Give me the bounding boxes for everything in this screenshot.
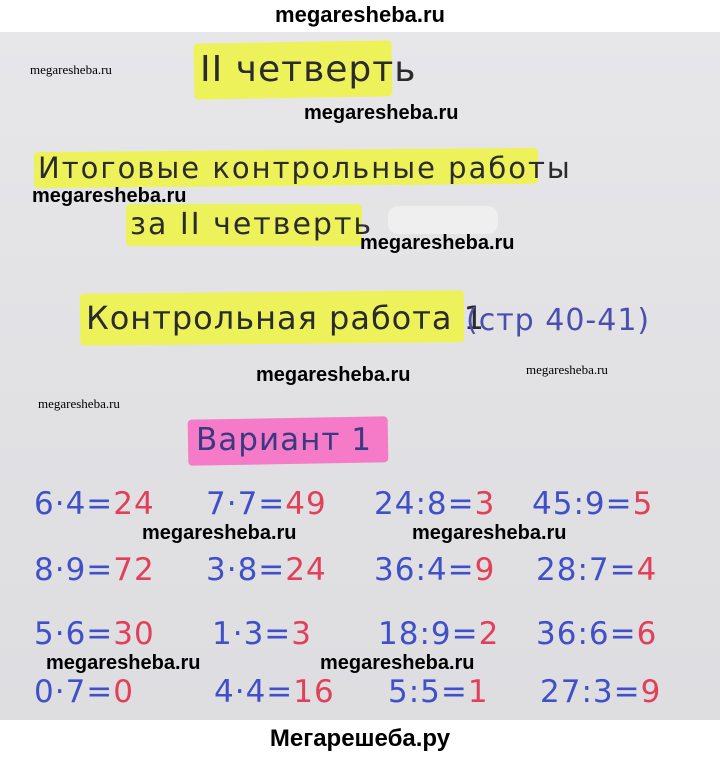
equation-answer: 3 xyxy=(474,486,496,522)
site-watermark-top: megaresheba.ru xyxy=(0,0,720,32)
watermark: megaresheba.ru xyxy=(38,396,120,411)
equation-answer: 72 xyxy=(113,552,155,588)
watermark: megaresheba.ru xyxy=(142,522,297,544)
equation-answer: 16 xyxy=(293,674,335,710)
equation xyxy=(374,552,495,588)
quarter-heading: II четверть xyxy=(200,49,417,90)
final-tests-subheading: за II четверть xyxy=(130,207,374,242)
equation xyxy=(34,674,134,710)
watermark: megaresheba.ru xyxy=(360,232,515,254)
pages-note: (стр 40-41) xyxy=(466,303,651,338)
equation xyxy=(378,616,499,652)
watermark: megaresheba.ru xyxy=(412,522,567,544)
watermark: megaresheba.ru xyxy=(256,364,411,386)
equation xyxy=(374,486,495,522)
watermark: megaresheba.ru xyxy=(304,102,459,124)
equation xyxy=(34,486,155,522)
equation xyxy=(206,486,327,522)
watermark: megaresheba.ru xyxy=(32,185,187,207)
equation-answer: 2 xyxy=(478,616,500,652)
equation xyxy=(388,674,489,710)
equation-expression: 24:8= xyxy=(374,486,475,522)
equation-answer: 49 xyxy=(285,486,327,522)
equation-expression: 45:9= xyxy=(532,486,633,522)
test-title: Контрольная работа 1 xyxy=(86,299,486,337)
equation xyxy=(212,616,312,652)
watermark: megaresheba.ru xyxy=(320,652,475,674)
equation xyxy=(536,616,657,652)
equation xyxy=(540,674,661,710)
final-tests-heading: Итоговые контрольные работы xyxy=(38,151,572,185)
equation-expression: 8·9= xyxy=(34,552,114,588)
equation-expression: 7·7= xyxy=(206,486,286,522)
equation-expression: 27:3= xyxy=(540,674,641,710)
equation xyxy=(34,616,155,652)
equation-expression: 3·8= xyxy=(206,552,286,588)
equation-answer: 9 xyxy=(640,674,662,710)
equation xyxy=(206,552,327,588)
equation-answer: 24 xyxy=(285,552,327,588)
site-watermark-bottom: Мегарешеба.ру xyxy=(0,720,720,758)
equation-expression: 18:9= xyxy=(378,616,479,652)
equation-answer: 0 xyxy=(113,674,135,710)
equation xyxy=(214,674,335,710)
equation-expression: 6·4= xyxy=(34,486,114,522)
variant-label: Вариант 1 xyxy=(196,422,372,458)
watermark: megaresheba.ru xyxy=(46,652,201,674)
equation xyxy=(536,552,657,588)
equation-expression: 36:6= xyxy=(536,616,637,652)
equation-answer: 1 xyxy=(467,674,489,710)
equation-answer: 6 xyxy=(636,616,658,652)
equation-answer: 24 xyxy=(113,486,155,522)
equation-expression: 0·7= xyxy=(34,674,114,710)
equation xyxy=(34,552,155,588)
equation-answer: 30 xyxy=(113,616,155,652)
equation-expression: 1·3= xyxy=(212,616,292,652)
equation-expression: 5·6= xyxy=(34,616,114,652)
watermark: megaresheba.ru xyxy=(526,362,608,377)
equation-answer: 9 xyxy=(474,552,496,588)
equation-expression: 4·4= xyxy=(214,674,294,710)
equation-answer: 5 xyxy=(632,486,654,522)
equation-expression: 28:7= xyxy=(536,552,637,588)
eraser-smudge xyxy=(388,206,498,234)
watermark: megaresheba.ru xyxy=(30,62,112,77)
equation-expression: 36:4= xyxy=(374,552,475,588)
equation-answer: 4 xyxy=(636,552,658,588)
equation-expression: 5:5= xyxy=(388,674,468,710)
equation xyxy=(532,486,653,522)
equation-answer: 3 xyxy=(291,616,313,652)
